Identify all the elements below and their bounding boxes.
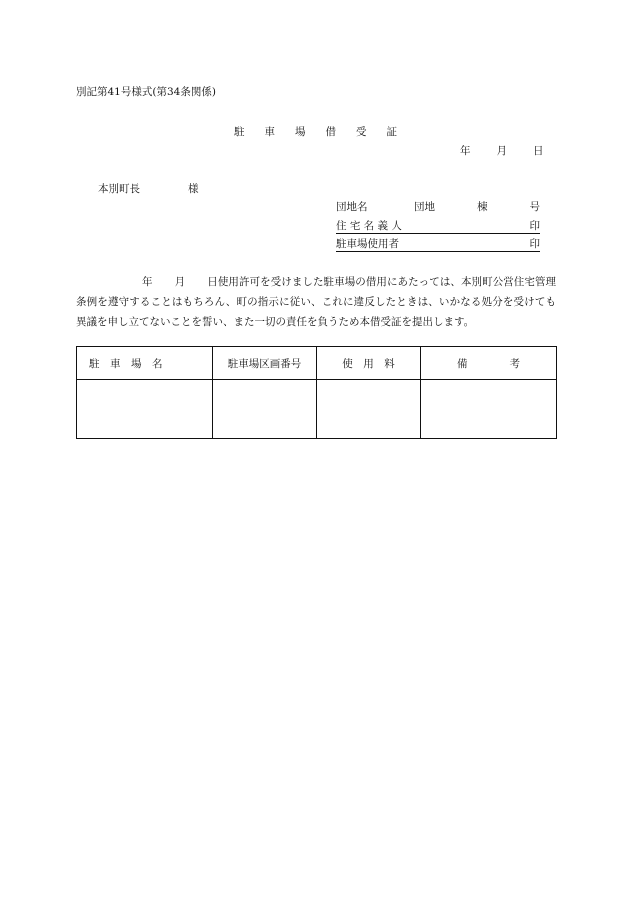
pledge-statement: [76, 272, 556, 332]
cell-space-number[interactable]: [213, 380, 317, 439]
table-header-row: [77, 347, 557, 380]
addressee-suffix: 様: [188, 183, 199, 195]
danchi-word: 団地: [414, 201, 435, 213]
user-seal-mark: 印: [529, 238, 540, 250]
header-fee: 使 用 料: [317, 347, 421, 380]
day-label: 日: [533, 145, 544, 157]
statement-text: 日使用許可を受けました駐車場の借用にあたっては、本別町公営住宅管理条例を遵守することはもちろん、町の指示に従い、これに違反したときは、いかなる処分を受けても異議を申し立てないことを誓い、また一切の責任を負うため本借受証を提出します。: [76, 276, 557, 328]
resident-signature-row[interactable]: [336, 217, 540, 234]
statement-month: 月: [174, 276, 186, 288]
number-label: 号: [529, 201, 540, 213]
resident-seal-mark: 印: [529, 220, 540, 232]
table-row: [77, 380, 557, 439]
building-label: 棟: [477, 201, 488, 213]
parking-details-table: [76, 346, 557, 439]
statement-year: 年: [142, 276, 153, 288]
form-number-label: 別記第41号様式(第34条関係): [76, 86, 216, 98]
header-remarks: 備 考: [421, 347, 557, 380]
header-space-number: 駐車場区画番号: [213, 347, 317, 380]
year-label: 年: [460, 145, 471, 157]
document-title: 駐車場借受証: [234, 126, 417, 138]
header-parking-name: 駐 車 場 名: [77, 347, 213, 380]
addressee: [98, 181, 199, 196]
addressee-name: 本別町長: [98, 183, 140, 195]
cell-parking-name[interactable]: [77, 380, 213, 439]
user-signature-row[interactable]: [336, 235, 540, 252]
cell-remarks[interactable]: [421, 380, 557, 439]
month-label: 月: [496, 145, 507, 157]
applicant-danchi-row: [336, 198, 540, 214]
resident-label: 住 宅 名 義 人: [336, 220, 402, 232]
cell-fee[interactable]: [317, 380, 421, 439]
danchi-address-parts: [414, 199, 540, 214]
danchi-name-label: 団地名: [336, 201, 368, 213]
user-label: 駐車場使用者: [336, 238, 399, 250]
issue-date-line: [460, 143, 544, 158]
